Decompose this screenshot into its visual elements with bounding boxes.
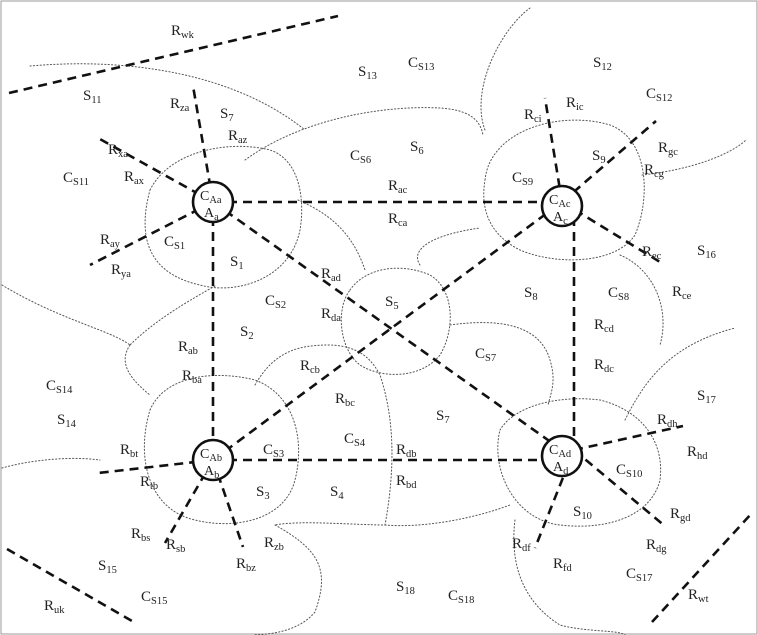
label-bs: [131, 526, 150, 544]
label-s5: [385, 294, 399, 312]
label-bz: [236, 556, 256, 574]
label-s12-sub: 12: [601, 62, 612, 73]
label-cs18-main: C: [448, 588, 459, 604]
label-ca: [388, 211, 408, 229]
label-ic: [566, 95, 584, 113]
label-cs17-sub: S17: [636, 573, 653, 584]
label-gd: [670, 506, 691, 524]
label-df-main: R: [512, 536, 523, 552]
node-ab[interactable]: [193, 440, 233, 481]
label-tb-sub: tb: [150, 481, 159, 492]
node-ad-a-label: $A_d$: [553, 460, 569, 477]
label-s14: [57, 412, 77, 430]
label-s4-sub: 4: [338, 491, 344, 502]
boundary-left-upper: [2, 285, 130, 345]
label-ic-main: R: [566, 95, 577, 111]
label-cb-main: R: [300, 358, 311, 374]
label-dc-main: R: [594, 357, 605, 373]
label-s12: [593, 55, 612, 73]
label-cs4: [344, 431, 366, 449]
label-dc: [594, 357, 614, 375]
label-dg-sub: dg: [656, 544, 667, 555]
label-s17-sub: 17: [705, 395, 716, 406]
label-ci-main: R: [524, 107, 535, 123]
label-s13-sub: 13: [366, 71, 377, 82]
label-bs-main: R: [131, 526, 142, 542]
label-cs11: [63, 170, 89, 188]
label-ci: [524, 107, 542, 125]
label-cs14-main: C: [46, 378, 57, 394]
label-cs18: [448, 588, 474, 606]
label-ab-sub: ab: [188, 346, 198, 357]
node-aa-c-label: $C_{Aa}$: [200, 189, 222, 206]
dashed-links: [7, 16, 752, 622]
label-s7a: [220, 106, 234, 124]
label-sb-sub: sb: [176, 544, 186, 555]
label-df: [512, 536, 531, 554]
label-cd-sub: cd: [604, 324, 614, 335]
label-cs15-sub: S15: [151, 596, 168, 607]
label-s16-sub: 16: [705, 250, 716, 261]
label-s3: [256, 484, 270, 502]
label-gd-main: R: [670, 506, 681, 522]
label-cs8-sub: S8: [618, 292, 630, 303]
label-bc: [335, 391, 355, 409]
label-s5-sub: 5: [393, 301, 399, 312]
label-uk: [44, 598, 65, 616]
label-cs17-main: C: [626, 566, 637, 582]
label-ax-sub: ax: [134, 176, 144, 187]
label-s6-sub: 6: [418, 146, 424, 157]
label-s11-main: S: [83, 88, 92, 104]
label-ce-sub: ce: [682, 291, 692, 302]
label-ce: [672, 284, 692, 302]
label-cs2-main: C: [265, 293, 276, 309]
label-bt: [120, 442, 138, 460]
label-db-sub: db: [406, 449, 417, 460]
label-bz-sub: bz: [246, 563, 256, 574]
label-ic-sub: ic: [576, 102, 584, 113]
boundary-region-s2-top: [130, 286, 215, 345]
label-sb-main: R: [166, 537, 177, 553]
label-gd-sub: gd: [680, 513, 691, 524]
label-ad: [321, 266, 342, 284]
label-wk-sub: wk: [181, 30, 194, 41]
label-xa-main: R: [108, 142, 119, 158]
label-cs6: [350, 148, 371, 166]
label-ec: [642, 244, 662, 262]
label-s18-sub: 18: [404, 586, 415, 597]
label-da: [321, 306, 341, 324]
label-wk: [171, 23, 195, 41]
label-cs1-sub: S1: [174, 241, 186, 252]
label-cs1: [164, 234, 185, 252]
label-cd: [594, 317, 615, 335]
label-cs7-sub: S7: [485, 353, 497, 364]
boundary-region-s8: [418, 228, 481, 265]
label-s13-main: S: [358, 64, 367, 80]
label-zb-main: R: [264, 535, 275, 551]
label-s7a-main: S: [220, 106, 229, 122]
label-db-main: R: [396, 442, 407, 458]
labels-layer: [44, 23, 716, 616]
label-s9: [592, 148, 606, 166]
label-gc-main: R: [658, 140, 669, 156]
label-ac: [388, 178, 408, 196]
label-ba: [182, 368, 202, 386]
label-bt-sub: bt: [130, 449, 139, 460]
label-s8-main: S: [524, 285, 533, 301]
label-cs9-main: C: [512, 170, 523, 186]
label-s7b: [436, 408, 450, 426]
label-s6-main: S: [410, 139, 419, 155]
label-cs7-main: C: [475, 346, 486, 362]
node-aa-a-label: $A_a$: [204, 206, 219, 223]
label-ec-main: R: [642, 244, 653, 260]
label-s9-sub: 9: [600, 155, 606, 166]
label-s8-sub: 8: [532, 292, 538, 303]
label-s2-sub: 2: [248, 331, 254, 342]
label-cs13-sub: S13: [418, 62, 435, 73]
label-s11: [83, 88, 101, 106]
label-s16: [697, 243, 716, 261]
label-ya: [111, 262, 131, 280]
label-wt: [688, 587, 709, 605]
label-az-sub: az: [238, 135, 248, 146]
label-s13: [358, 64, 377, 82]
label-df-sub: df: [522, 543, 531, 554]
label-wt-main: R: [688, 587, 699, 603]
label-ab-main: R: [178, 339, 189, 355]
label-cs4-main: C: [344, 431, 355, 447]
label-s12-main: S: [593, 55, 602, 71]
label-cs10-main: C: [616, 462, 627, 478]
label-ax-main: R: [124, 169, 135, 185]
label-s14-main: S: [57, 412, 66, 428]
label-cs3-sub: S3: [273, 449, 285, 460]
label-cs8-main: C: [608, 285, 619, 301]
node-ad-c-label: $C_{Ad}$: [549, 443, 572, 460]
label-fd: [553, 556, 573, 574]
label-hd: [687, 444, 708, 462]
label-ay: [100, 232, 121, 250]
label-s6: [410, 139, 424, 157]
label-s18: [396, 579, 415, 597]
label-gc: [658, 140, 678, 158]
label-s15-main: S: [98, 558, 107, 574]
label-za-main: R: [170, 96, 181, 112]
label-zb-sub: zb: [274, 542, 284, 553]
label-az-main: R: [228, 128, 239, 144]
label-bc-main: R: [335, 391, 346, 407]
boundary-region-s4: [255, 345, 392, 525]
label-hd-sub: hd: [697, 451, 708, 462]
label-s10: [573, 504, 592, 522]
label-s14-sub: 14: [65, 419, 76, 430]
label-dg-main: R: [646, 537, 657, 553]
link-ac-gc: [562, 121, 656, 202]
label-s1-sub: 1: [238, 261, 244, 272]
label-bc-sub: bc: [345, 398, 355, 409]
label-s15: [98, 558, 117, 576]
label-cg-main: R: [644, 162, 655, 178]
label-cd-main: R: [594, 317, 605, 333]
label-s4-main: S: [330, 484, 339, 500]
boundary-region-s7: [450, 323, 553, 405]
label-cs6-main: C: [350, 148, 361, 164]
label-cs15: [141, 589, 167, 607]
boundary-top-middle: [481, 8, 530, 130]
label-uk-sub: uk: [54, 605, 65, 616]
label-cb: [300, 358, 320, 376]
node-ac-a-label: $A_c$: [553, 210, 568, 227]
label-cs3: [263, 442, 284, 460]
label-tb-main: R: [140, 474, 151, 490]
label-dc-sub: dc: [604, 364, 614, 375]
label-cs11-main: C: [63, 170, 74, 186]
label-cs12: [646, 86, 672, 104]
label-ec-sub: ec: [652, 251, 662, 262]
label-s15-sub: 15: [106, 565, 117, 576]
label-uk-main: R: [44, 598, 55, 614]
label-cs2: [265, 293, 286, 311]
label-da-main: R: [321, 306, 332, 322]
label-cs8: [608, 285, 629, 303]
label-cs15-main: C: [141, 589, 152, 605]
label-s1: [230, 254, 244, 272]
label-hd-main: R: [687, 444, 698, 460]
label-cs12-sub: S12: [656, 93, 673, 104]
node-ac-c-label: $C_{Ac}$: [549, 193, 571, 210]
label-ac-sub: ac: [398, 185, 408, 196]
label-bs-sub: bs: [141, 533, 151, 544]
label-s17: [697, 388, 716, 406]
boundary-region-s6: [245, 108, 483, 160]
label-s7a-sub: 7: [228, 113, 234, 124]
label-ab: [178, 339, 198, 357]
label-da-sub: da: [331, 313, 341, 324]
label-cb-sub: cb: [310, 365, 320, 376]
label-cs1-main: C: [164, 234, 175, 250]
link-aa-ad: [213, 202, 562, 450]
label-db: [396, 442, 417, 460]
boundary-region-s4-bottom: [385, 505, 510, 526]
label-za-sub: za: [180, 103, 190, 114]
label-s3-main: S: [256, 484, 265, 500]
label-sb: [166, 537, 185, 555]
label-s7b-sub: 7: [444, 415, 450, 426]
label-s10-main: S: [573, 504, 582, 520]
boundary-left-lower: [2, 458, 100, 468]
label-ba-sub: ba: [192, 375, 202, 386]
label-cs14: [46, 378, 73, 396]
boundary-region-s2-left: [125, 345, 150, 395]
label-s1-main: S: [230, 254, 239, 270]
label-cs2-sub: S2: [275, 300, 287, 311]
label-cs10: [616, 462, 642, 480]
label-cs14-sub: S14: [56, 385, 73, 396]
label-cs9-sub: S9: [522, 177, 534, 188]
label-cs10-sub: S10: [626, 469, 643, 480]
label-s17-main: S: [697, 388, 706, 404]
label-az: [228, 128, 248, 146]
label-ay-sub: ay: [110, 239, 120, 250]
boundary-bottom-right: [514, 520, 625, 635]
label-dh-main: R: [657, 412, 668, 428]
label-dh-sub: dh: [667, 419, 678, 430]
label-cs3-main: C: [263, 442, 274, 458]
label-s4: [330, 484, 344, 502]
label-cs18-sub: S18: [458, 595, 475, 606]
label-ay-main: R: [100, 232, 111, 248]
label-cg: [644, 162, 665, 180]
label-ad-sub: ad: [331, 273, 341, 284]
label-fd-sub: fd: [563, 563, 572, 574]
label-ax: [124, 169, 145, 187]
label-ci-sub: ci: [534, 114, 542, 125]
label-s8: [524, 285, 538, 303]
boundary-top-left: [30, 64, 305, 130]
label-s18-main: S: [396, 579, 405, 595]
label-bd-sub: bd: [406, 480, 417, 491]
node-aa[interactable]: [193, 182, 233, 223]
label-cs13: [408, 55, 434, 73]
label-cs6-sub: S6: [360, 155, 372, 166]
label-gc-sub: gc: [668, 147, 678, 158]
label-s11-sub: 11: [91, 95, 102, 106]
label-cs9: [512, 170, 533, 188]
label-cs11-sub: S11: [73, 177, 89, 188]
label-xa: [108, 142, 128, 160]
label-ya-main: R: [111, 262, 122, 278]
label-ce-main: R: [672, 284, 683, 300]
boundary-right-lower: [625, 328, 735, 420]
label-ca-main: R: [388, 211, 399, 227]
label-xa-sub: xa: [118, 149, 128, 160]
label-za: [170, 96, 190, 114]
label-ca-sub: ca: [398, 218, 408, 229]
label-dh: [657, 412, 678, 430]
label-wt-sub: wt: [698, 594, 709, 605]
label-dg: [646, 537, 667, 555]
label-ad-main: R: [321, 266, 332, 282]
diagram-frame: [1, 1, 757, 634]
label-s9-main: S: [592, 148, 601, 164]
link-bottom-right: [652, 513, 752, 622]
label-cg-sub: cg: [654, 169, 664, 180]
node-ad[interactable]: [542, 436, 582, 477]
label-ya-sub: ya: [121, 269, 131, 280]
label-cs17: [626, 566, 652, 584]
label-s7b-main: S: [436, 408, 445, 424]
node-ac[interactable]: [542, 186, 582, 227]
label-s16-main: S: [697, 243, 706, 259]
label-ba-main: R: [182, 368, 193, 384]
label-bd: [396, 473, 417, 491]
node-ab-a-label: $A_b$: [204, 464, 220, 481]
label-s5-main: S: [385, 294, 394, 310]
label-cs4-sub: S4: [354, 438, 366, 449]
label-bd-main: R: [396, 473, 407, 489]
label-ac-main: R: [388, 178, 399, 194]
label-cs13-main: C: [408, 55, 419, 71]
label-cs12-main: C: [646, 86, 657, 102]
label-bt-main: R: [120, 442, 131, 458]
label-s2-main: S: [240, 324, 249, 340]
label-wk-main: R: [171, 23, 182, 39]
label-s3-sub: 3: [264, 491, 270, 502]
label-bz-main: R: [236, 556, 247, 572]
link-bottom-left: [7, 549, 132, 621]
node-ab-c-label: $C_{Ab}$: [200, 447, 223, 464]
label-fd-main: R: [553, 556, 564, 572]
label-s2: [240, 324, 254, 342]
label-tb: [140, 474, 158, 492]
boundary-region-s1-right: [298, 200, 365, 270]
label-cs7: [475, 346, 496, 364]
label-s10-sub: 10: [581, 511, 592, 522]
label-zb: [264, 535, 284, 553]
region-boundaries: [2, 8, 746, 635]
